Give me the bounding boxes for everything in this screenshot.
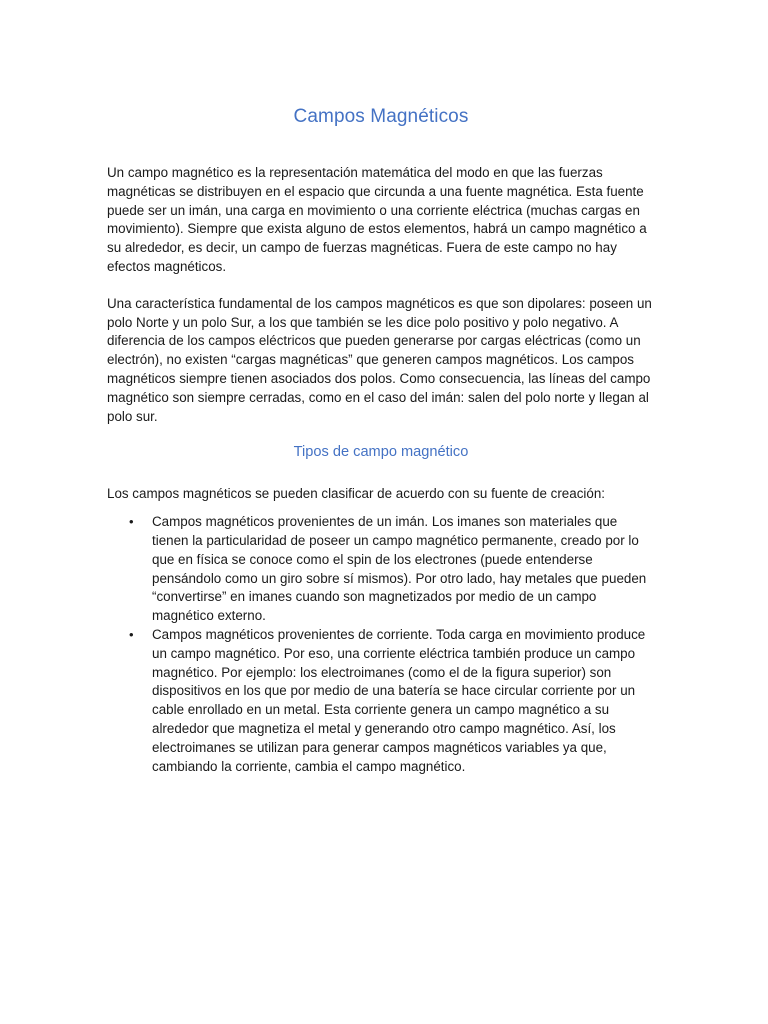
- page-title: Campos Magnéticos: [293, 106, 469, 127]
- bullet-icon: •: [129, 626, 134, 642]
- bullet-icon: •: [129, 514, 134, 530]
- list-item-text: Campos magnéticos provenientes de un imán. Los imanes son materiales que tienen la particularidad de poseer un campo magnético permanente, creado por lo que en física se conoce como el spin de los electrones (puede entenderse pensándolo como un giro sobre sí mismos). Por otro lado, hay metales que pueden “convertirse” en imanes cuando son magnetizados por medio de un campo magnético externo.: [152, 514, 647, 624]
- bullet-list: [107, 513, 655, 776]
- list-item: [107, 513, 655, 626]
- section-intro: Los campos magnéticos se pueden clasificar de acuerdo con su fuente de creación:: [107, 486, 605, 502]
- list-item: [107, 626, 655, 776]
- section-heading: Tipos de campo magnético: [293, 444, 469, 461]
- list-item-text: Campos magnéticos provenientes de corriente. Toda carga en movimiento produce un campo magnético. Por eso, una corriente eléctrica también produce un campo magnético. Por ejemplo: los electroimanes (como el de la figura superior) son dispositivos en los que por medio de una batería se hace circular corriente por un cable enrollado en un metal. Esta corriente genera un campo magnético a su alrededor que magnetiza el metal y generando otro campo magnético. Así, los electroimanes se utilizan para generar campos magnéticos variables ya que, cambiando la corriente, cambia el campo magnético.: [152, 626, 646, 774]
- paragraph-dipolar-characteristic: Una característica fundamental de los campos magnéticos es que son dipolares: poseen un polo Norte y un polo Sur, a los que también se les dice polo positivo y polo negativo. A diferencia de los campos eléctricos que pueden generarse por cargas eléctricas (como un electrón), no existen “cargas magnéticas” que generen campos magnéticos. Los campos magnéticos siempre tienen asociados dos polos. Como consecuencia, las líneas del campo magnético son siempre cerradas, como en el caso del imán: salen del polo norte y llegan al polo sur.: [107, 295, 652, 424]
- paragraph-intro-definition: Un campo magnético es la representación matemática del modo en que las fuerzas magnéticas se distribuyen en el espacio que circunda a una fuente magnética. Esta fuente puede ser un imán, una carga en movimiento o una corriente eléctrica (muchas cargas en movimiento). Siempre que exista alguno de estos elementos, habrá un campo magnético a su alrededor, es decir, un campo de fuerzas magnéticas. Fuera de este campo no hay efectos magnéticos.: [107, 165, 647, 274]
